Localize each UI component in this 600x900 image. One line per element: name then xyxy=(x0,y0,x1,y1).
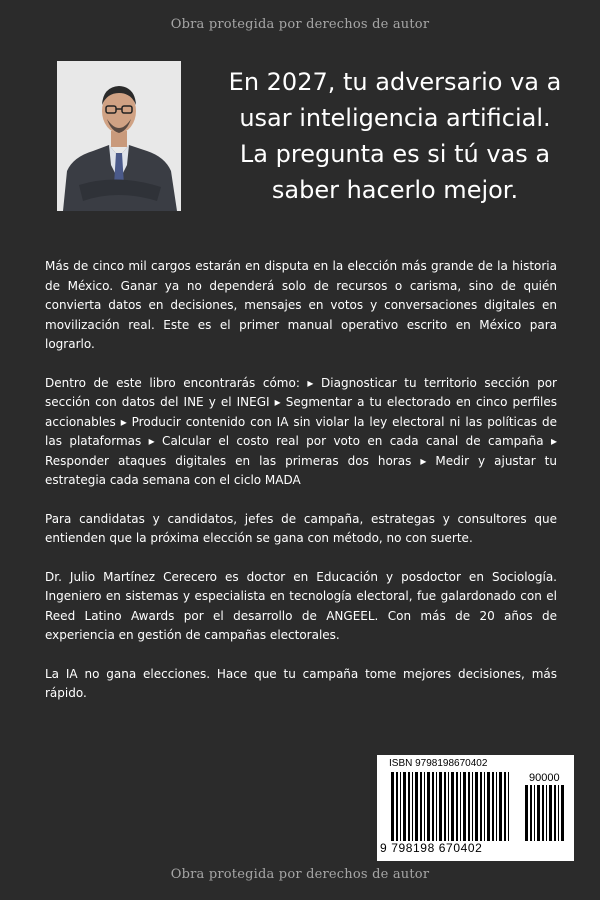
barcode-digits: 9 798198 670402 xyxy=(380,841,483,855)
closing-paragraph: La IA no gana elecciones. Hace que tu campaña tome mejores decisiones, más rápido. xyxy=(45,666,557,700)
isbn-label: ISBN 9798198670402 xyxy=(389,758,488,769)
headline-line: saber hacerlo mejor. xyxy=(271,176,519,204)
headline-line: La pregunta es si tú vas a xyxy=(239,140,551,168)
isbn-barcode xyxy=(377,755,574,861)
watermark-top: Obra protegida por derechos de autor xyxy=(170,17,430,32)
watermark-bottom: Obra protegida por derechos de autor xyxy=(170,867,430,882)
headline-line: En 2027, tu adversario va a xyxy=(228,68,562,96)
audience-paragraph: Para candidatas y candidatos, jefes de campaña, estrategas y consultores que entienden que la próxima elección se gana con método, no con suerte. xyxy=(45,511,557,545)
author-photo xyxy=(57,61,181,211)
intro-paragraph: Más de cinco mil cargos estarán en disputa en la elección más grande de la historia de México. Ganar ya no dependerá solo de recursos o carisma, sino de quién convierta datos en decisiones, mensajes en votos y conversaciones digitales en movilización real. Este es el primer manual operativo escrito en México para lograrlo. xyxy=(45,259,557,351)
author-bio-paragraph: Dr. Julio Martínez Cerecero es doctor en Educación y posdoctor en Sociología. Ingeniero en sistemas y especialista en tecnología electoral, fue galardonado con el Reed Latino Awards por el desarrollo de ANGEEL. Con más de 20 años de experiencia en gestión de campañas electorales. xyxy=(45,569,557,642)
contents-paragraph: Dentro de este libro encontrarás cómo: ▸ Diagnosticar tu territorio sección por sección con datos del INE y el INEGI ▸ Segmentar a tu electorado en cinco perfiles accionables ▸ Producir contenido con IA sin violar la ley electoral ni las políticas de las plataformas ▸ Calcular el costo real por voto en cada canal de campaña ▸ Responder ataques digitales en las primeras dos horas ▸ Medir y ajustar tu estrategia cada semana con el ciclo MADA xyxy=(45,375,557,487)
back-cover-text xyxy=(45,257,557,723)
headline xyxy=(205,64,585,208)
headline-line: usar inteligencia artificial. xyxy=(239,104,551,132)
author-portrait-icon xyxy=(57,61,181,211)
price-code: 90000 xyxy=(529,772,560,784)
